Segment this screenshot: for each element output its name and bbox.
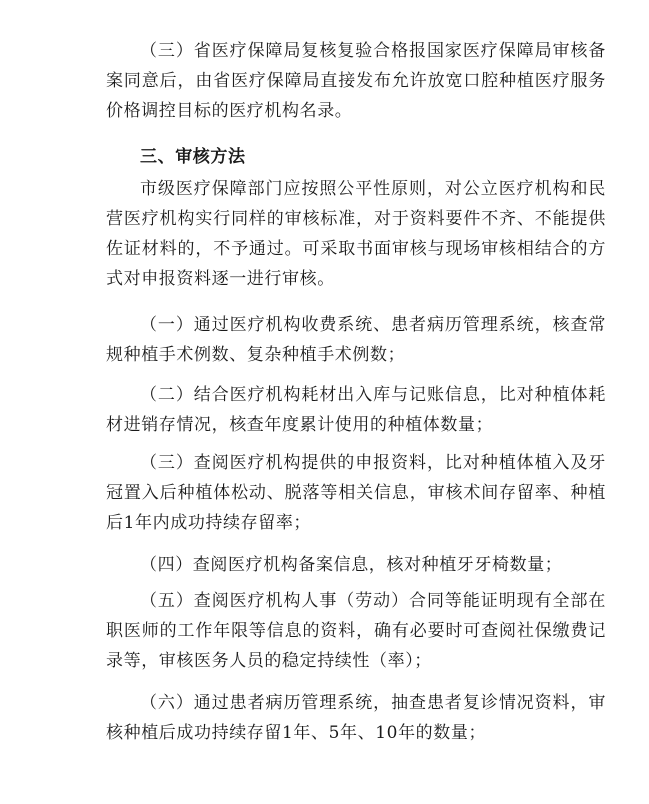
section-heading-review-method: 三、审核方法 [140, 147, 246, 167]
paragraph-item-4: （四）查阅医疗机构备案信息，核对种植牙牙椅数量； [140, 555, 563, 575]
paragraph-item-2: （二）结合医疗机构耗材出入库与记账信息，比对种植体耗材进销存情况，核查年度累计使用的种植体数量； [106, 385, 606, 435]
paragraph-item-6: （六）通过患者病历管理系统，抽查患者复诊情况资料，审核种植后成功持续存留1年、5年、10年的数量； [106, 693, 606, 743]
paragraph-approval-publication: （三）省医疗保障局复核复验合格报国家医疗保障局审核备案同意后，由省医疗保障局直接发布允许放宽口腔种植医疗服务价格调控目标的医疗机构名录。 [106, 41, 606, 121]
paragraph-item-1: （一）通过医疗机构收费系统、患者病历管理系统，核查常规种植手术例数、复杂种植手术例数； [106, 315, 606, 365]
paragraph-item-5: （五）查阅医疗机构人事（劳动）合同等能证明现有全部在职医师的工作年限等信息的资料，确有必要时可查阅社保缴费记录等，审核医务人员的稳定持续性（率）； [106, 591, 606, 671]
paragraph-review-principle: 市级医疗保障部门应按照公平性原则，对公立医疗机构和民营医疗机构实行同样的审核标准，对于资料要件不齐、不能提供佐证材料的，不予通过。可采取书面审核与现场审核相结合的方式对申报资料逐一进行审核。 [106, 179, 606, 289]
paragraph-item-3: （三）查阅医疗机构提供的申报资料，比对种植体植入及牙冠置入后种植体松动、脱落等相关信息，审核术间存留率、种植后1年内成功持续存留率； [106, 453, 606, 533]
